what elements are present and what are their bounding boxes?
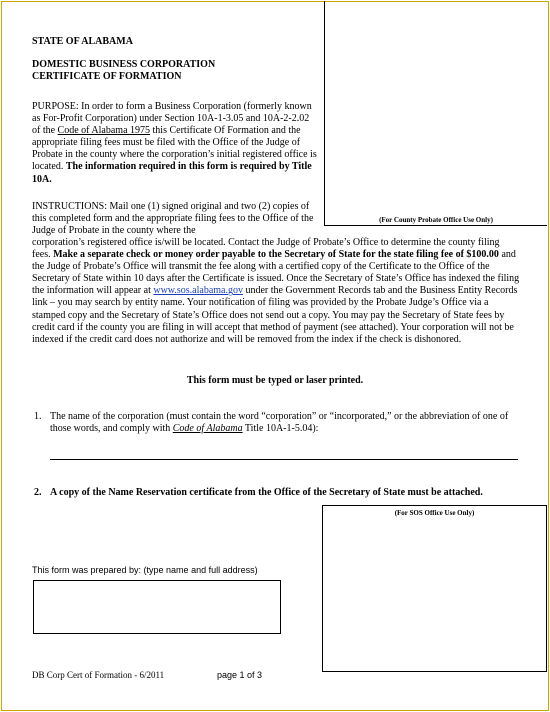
- item2-text: A copy of the Name Reservation certificate from the Office of the Secretary of State must be attached.: [50, 487, 483, 498]
- form-title-line2: CERTIFICATE OF FORMATION: [32, 71, 182, 82]
- county-probate-use-box: [324, 1, 547, 226]
- item1-number: 1.: [34, 411, 42, 422]
- corporation-name-field[interactable]: [50, 459, 518, 460]
- purpose-text-b: this Certificate Of Formation and the appropriate filing fees must be filed with the Office of the Judge of Probate in the county where the corporation’s initial registered office is located.: [32, 125, 317, 173]
- instructions-rest-b: and the Judge of Probate’s Office will transmit the fee along with a certified copy of the Certificate to the Office of the Secretary of State within 10 days after the Certificate is issued. Once the Secretary of State’s Office has indexed the filing the information will appear at: [32, 249, 520, 297]
- footer-page-number: page 1 of 3: [217, 670, 263, 680]
- purpose-bold-text: The information required in this form is required by Title 10A.: [32, 161, 312, 185]
- item1-text: [50, 411, 520, 435]
- item1-code-ref: Code of Alabama: [172, 423, 243, 435]
- item1-text-a: The name of the corporation (must contain the word “corporation” or “incorporated,” or the abbreviation of one of those words, and comply with: [50, 411, 509, 435]
- form-title: [32, 59, 215, 83]
- footer-form-id: DB Corp Cert of Formation - 6/2011: [32, 670, 165, 680]
- prepared-by-field[interactable]: [33, 580, 281, 634]
- instructions-rest-c: under the Government Records tab and the Business Entity Records link – you may search by entity name. Your notification of filing was provided by the Probate Judge’s Office via a stamped copy and the Secretary of State’s Office does not send out a copy. You may pay the Secretary of State fees by credit card if the county you are filing in will accept that method of payment (see attached). Your corporation will not be indexed if the credit card does not authorize and will be removed from the index if the check is dishonored.: [32, 285, 518, 345]
- purpose-text-a: PURPOSE: In order to form a Business Corporation (formerly known as For-Profit Corporation) under Section 10A-1-3.05 and 10A-2-2.02 of the: [32, 101, 312, 137]
- instructions-rest: [32, 237, 520, 346]
- prepared-by-label: This form was prepared by: (type name and full address): [32, 565, 258, 575]
- sos-office-use-box: [322, 505, 547, 672]
- instructions-rest-a: corporation’s registered office is/will be located. Contact the Judge of Probate’s Office to determine the county filing fees.: [32, 237, 500, 261]
- county-box-label: (For County Probate Office Use Only): [379, 216, 493, 224]
- form-title-line1: DOMESTIC BUSINESS CORPORATION: [32, 59, 216, 70]
- typed-notice: This form must be typed or laser printed.: [186, 375, 364, 386]
- sos-box-label: (For SOS Office Use Only): [394, 509, 475, 517]
- purpose-code-ref: Code of Alabama 1975: [57, 125, 151, 137]
- item1-text-b: Title 10A-1-5.04):: [242, 423, 319, 435]
- instructions-fee-bold: Make a separate check or money order payable to the Secretary of State for the state filing fee of $100.00: [53, 249, 499, 261]
- sos-website-link[interactable]: www.sos.alabama.gov: [153, 285, 243, 297]
- purpose-paragraph: [32, 101, 317, 186]
- item2-number: 2.: [34, 487, 42, 498]
- instructions-top: INSTRUCTIONS: Mail one (1) signed original and two (2) copies of this completed form and the appropriate filing fees to the Office of the Judge of Probate in the county where the: [32, 201, 314, 237]
- state-heading: STATE OF ALABAMA: [32, 36, 133, 47]
